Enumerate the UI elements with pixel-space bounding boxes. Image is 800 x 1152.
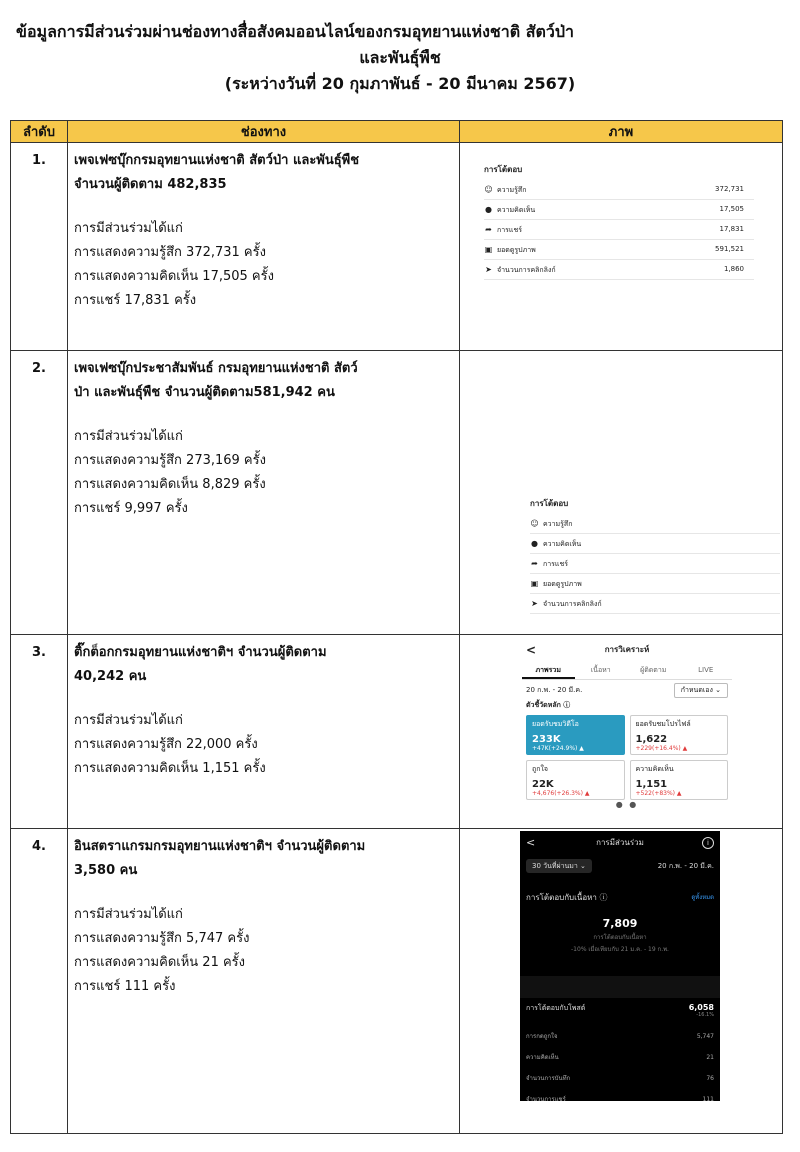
tiktok-analytics-screenshot <box>522 639 732 827</box>
date-row <box>522 680 732 700</box>
insight-value: 17,505 <box>719 205 744 213</box>
date-row <box>520 855 720 877</box>
engagement-line: การแชร์ 111 ครั้ง <box>74 979 176 994</box>
insight-label: ยอดดูรูปภาพ <box>497 246 536 254</box>
row-number: 3. <box>11 635 68 829</box>
tiktok-title: การวิเคราะห์ <box>604 645 650 654</box>
comment-icon: ● <box>485 205 492 214</box>
channel-description <box>68 143 460 351</box>
engagement-line: การแสดงความรู้สึก 273,169 ครั้ง <box>74 453 266 468</box>
tiktok-tabs <box>522 661 732 680</box>
metric-card <box>630 715 729 755</box>
row-value: 76 <box>706 1075 714 1082</box>
tiktok-header <box>522 639 732 661</box>
engagement-intro: การมีส่วนร่วมได้แก่ <box>74 221 183 236</box>
back-icon: < <box>526 836 536 849</box>
insight-row <box>530 574 780 594</box>
insight-label: ความรู้สึก <box>543 520 573 528</box>
row-label: จำนวนการบันทึก <box>526 1075 571 1082</box>
share-icon: ➦ <box>531 559 538 568</box>
row-number: 1. <box>11 143 68 351</box>
insight-label: ความรู้สึก <box>497 186 527 194</box>
row-label: การกดถูกใจ <box>526 1033 558 1040</box>
engagement-line: การแสดงความคิดเห็น 1,151 ครั้ง <box>74 761 266 776</box>
insight-label: ความคิดเห็น <box>543 540 582 548</box>
insight-label: ยอดดูรูปภาพ <box>543 580 582 588</box>
insight-value: 591,521 <box>715 245 744 253</box>
photo-icon: ▣ <box>530 579 539 588</box>
tab-live: LIVE <box>698 666 714 674</box>
interaction-row <box>520 1068 720 1089</box>
insight-row <box>484 220 754 240</box>
section-label: การโต้ตอบกับเนื้อหา ⓘ <box>526 893 608 902</box>
table-row <box>11 351 783 635</box>
follower-count: จำนวนผู้ติดตาม 482,835 <box>74 177 227 192</box>
metric-cards <box>522 715 732 800</box>
table-row <box>11 143 783 351</box>
metric-value: 22K <box>532 779 554 790</box>
title-line-1: ข้อมูลการมีส่วนร่วมผ่านช่องทางสื่อสังคมออนไลน์ของกรมอุทยานแห่งชาติ สัตว์ป่า <box>16 22 574 41</box>
page-dots: ● ● <box>615 800 639 809</box>
row-value: 6,058 <box>688 1003 714 1012</box>
row-value: 21 <box>706 1054 714 1061</box>
comment-icon: ● <box>531 539 538 548</box>
key-metrics-heading: ตัวชี้วัดหลัก ⓘ <box>526 701 571 709</box>
screenshot-cell <box>460 143 783 351</box>
tab-content: เนื้อหา <box>590 666 611 674</box>
divider-band <box>520 976 720 998</box>
interactions-header: การโต้ตอบ <box>484 165 523 174</box>
engagement-line: การแสดงความรู้สึก 5,747 ครั้ง <box>74 931 250 946</box>
date-range: 20 ก.พ. - 20 มี.ค. <box>657 862 714 870</box>
row-label: การโต้ตอบกับโพสต์ <box>526 1004 586 1012</box>
total-change: -10% เมื่อเทียบกับ 21 ม.ค. - 19 ก.พ. <box>571 946 669 953</box>
channel-name: เพจเฟซบุ๊กกรมอุทยานแห่งชาติ สัตว์ป่า และพันธุ์พืช <box>74 153 360 168</box>
engagement-intro: การมีส่วนร่วมได้แก่ <box>74 907 183 922</box>
interaction-row <box>520 1089 720 1110</box>
cursor-icon: ➤ <box>531 599 538 608</box>
row-value: 5,747 <box>696 1033 714 1040</box>
channel-name: เพจเฟซบุ๊กประชาสัมพันธ์ กรมอุทยานแห่งชาติ สัตว์ <box>74 361 358 376</box>
insight-row <box>530 594 780 614</box>
insight-row <box>484 200 754 220</box>
info-icon: i <box>702 837 714 849</box>
screenshot-cell <box>460 635 783 829</box>
metric-change: +522(+83%) ▲ <box>635 790 682 797</box>
metric-label: ถูกใจ <box>532 765 548 773</box>
total-interactions: 7,809 <box>602 917 638 930</box>
content-interactions-heading <box>520 887 720 909</box>
screenshot-cell <box>460 351 783 635</box>
metric-change: +4,676(+26.3%) ▲ <box>532 790 590 797</box>
share-icon: ➦ <box>485 225 492 234</box>
insight-label: การแชร์ <box>497 226 522 234</box>
insight-row <box>530 534 780 554</box>
row-label: ความคิดเห็น <box>526 1054 559 1061</box>
engagement-line: การแสดงความรู้สึก 372,731 ครั้ง <box>74 245 266 260</box>
channel-description <box>68 829 460 1134</box>
total-label: การโต้ตอบกับเนื้อหา <box>593 934 647 941</box>
row-value: 111 <box>702 1096 714 1103</box>
insight-row <box>530 554 780 574</box>
cursor-icon: ➤ <box>485 265 492 274</box>
table-row <box>11 829 783 1134</box>
title-line-2: และพันธุ์พืช <box>359 48 441 67</box>
follower-count: ป่า และพันธุ์พืช จำนวนผู้ติดตาม581,942 คน <box>74 385 335 400</box>
insight-label: จำนวนการคลิกลิงก์ <box>497 266 556 274</box>
engagement-line: การแชร์ 17,831 ครั้ง <box>74 293 197 308</box>
insight-value: 372,731 <box>715 185 744 193</box>
engagement-intro: การมีส่วนร่วมได้แก่ <box>74 429 183 444</box>
period-dropdown: 30 วันที่ผ่านมา ⌄ <box>526 859 592 873</box>
interactions-header: การโต้ตอบ <box>530 499 569 508</box>
insight-row <box>484 180 754 200</box>
header-order: ลำดับ <box>11 121 68 143</box>
see-all-link: ดูทั้งหมด <box>691 894 714 901</box>
insight-label: การแชร์ <box>543 560 568 568</box>
title-line-3: (ระหว่างวันที่ 20 กุมภาพันธ์ - 20 มีนาคม 2567) <box>224 74 576 93</box>
engagement-line: การแสดงความคิดเห็น 17,505 ครั้ง <box>74 269 274 284</box>
metric-value: 233K <box>532 734 561 745</box>
metric-change: +229(+16.4%) ▲ <box>635 745 688 752</box>
custom-range-dropdown: กำหนดเอง ⌄ <box>674 683 728 698</box>
row-change: -16.1% <box>696 1012 714 1018</box>
tab-followers: ผู้ติดตาม <box>640 666 667 674</box>
tab-overview: ภาพรวม <box>522 661 575 679</box>
metric-value: 1,622 <box>635 734 668 745</box>
back-icon: < <box>526 643 537 657</box>
header-channel: ช่องทาง <box>68 121 460 143</box>
interaction-row <box>520 1047 720 1068</box>
channel-name: ติ๊กต็อกกรมอุทยานแห่งชาติฯ จำนวนผู้ติดตาม <box>74 645 327 660</box>
engagement-intro: การมีส่วนร่วมได้แก่ <box>74 713 183 728</box>
table-row <box>11 635 783 829</box>
metric-label: ยอดรับชมวิดีโอ <box>532 720 579 728</box>
header-image: ภาพ <box>460 121 783 143</box>
row-number: 2. <box>11 351 68 635</box>
channel-description <box>68 351 460 635</box>
reaction-icon: ☺ <box>530 519 539 528</box>
metric-card <box>526 715 625 755</box>
engagement-line: การแสดงความคิดเห็น 8,829 ครั้ง <box>74 477 266 492</box>
metric-label: ยอดรับชมโปรไฟล์ <box>635 720 691 728</box>
follower-count: 3,580 คน <box>74 863 138 878</box>
instagram-insights-screenshot <box>520 831 720 1101</box>
row-label: จำนวนการแชร์ <box>526 1096 566 1103</box>
post-interactions-row <box>520 998 720 1026</box>
table-header-row <box>11 121 783 143</box>
metric-change: +47K(+24.9%) ▲ <box>532 745 584 752</box>
insight-label: ความคิดเห็น <box>497 206 536 214</box>
interaction-row <box>520 1026 720 1047</box>
row-number: 4. <box>11 829 68 1134</box>
insight-row <box>484 240 754 260</box>
metric-label: ความคิดเห็น <box>635 765 674 773</box>
photo-icon: ▣ <box>484 245 493 254</box>
metric-value: 1,151 <box>635 779 668 790</box>
instagram-header <box>520 831 720 855</box>
metric-card <box>630 760 729 800</box>
engagement-line: การแสดงความคิดเห็น 21 ครั้ง <box>74 955 245 970</box>
insight-row <box>530 514 780 534</box>
reaction-icon: ☺ <box>484 185 493 194</box>
insight-value: 17,831 <box>719 225 744 233</box>
follower-count: 40,242 คน <box>74 669 147 684</box>
channel-name: อินสตราแกรมกรมอุทยานแห่งชาติฯ จำนวนผู้ติดตาม <box>74 839 366 854</box>
screenshot-cell <box>460 829 783 1134</box>
engagement-line: การแชร์ 9,997 ครั้ง <box>74 501 188 516</box>
insight-value: 1,860 <box>723 265 744 273</box>
insight-row <box>484 260 754 280</box>
facebook-insights-screenshot <box>474 157 754 285</box>
engagement-table <box>10 120 783 1134</box>
facebook-insights-screenshot <box>520 491 780 611</box>
metric-card <box>526 760 625 800</box>
channel-description <box>68 635 460 829</box>
engagement-line: การแสดงความรู้สึก 22,000 ครั้ง <box>74 737 258 752</box>
instagram-title: การมีส่วนร่วม <box>596 838 644 847</box>
insight-label: จำนวนการคลิกลิงก์ <box>543 600 602 608</box>
date-range: 20 ก.พ. - 20 มี.ค. <box>526 686 583 694</box>
